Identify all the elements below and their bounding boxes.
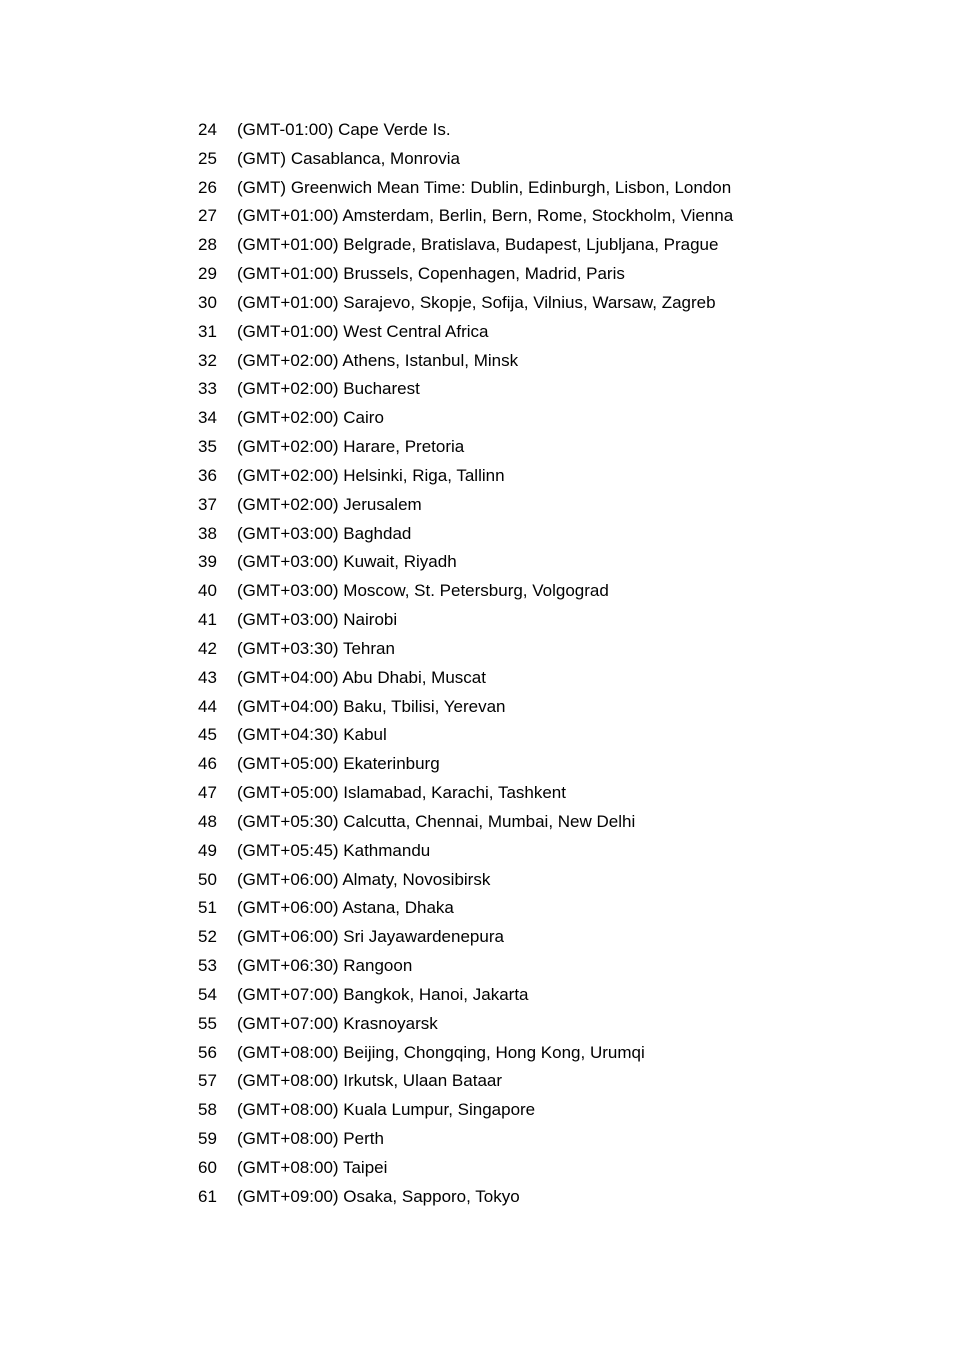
timezone-row — [198, 1039, 733, 1068]
row-number: 61 — [198, 1186, 217, 1206]
timezone-label: (GMT+03:00) Moscow, St. Petersburg, Volgograd — [237, 581, 609, 601]
row-number: 60 — [198, 1157, 217, 1177]
row-number: 25 — [198, 148, 217, 168]
timezone-label: (GMT+02:00) Helsinki, Riga, Tallinn — [237, 465, 505, 485]
timezone-row — [198, 548, 733, 577]
row-number: 24 — [198, 120, 217, 139]
timezone-row — [198, 635, 733, 664]
timezone-label: (GMT+03:30) Tehran — [237, 638, 395, 658]
row-number: 45 — [198, 725, 217, 745]
timezone-row — [198, 837, 733, 866]
timezone-label: (GMT+08:00) Kuala Lumpur, Singapore — [237, 1100, 536, 1120]
timezone-row — [198, 462, 733, 491]
row-number: 30 — [198, 292, 217, 312]
timezone-label: (GMT+03:00) Nairobi — [237, 610, 398, 630]
timezone-label: (GMT) Casablanca, Monrovia — [237, 148, 460, 168]
timezone-row — [198, 116, 733, 145]
timezone-label: (GMT-01:00) Cape Verde Is. — [237, 120, 451, 139]
timezone-label: (GMT+03:00) Baghdad — [237, 523, 412, 543]
timezone-label: (GMT+05:00) Islamabad, Karachi, Tashkent — [237, 783, 566, 803]
row-number: 35 — [198, 437, 217, 457]
timezone-row — [198, 577, 733, 606]
row-number: 34 — [198, 408, 217, 428]
timezone-row — [198, 750, 733, 779]
timezone-label: (GMT+02:00) Jerusalem — [237, 494, 422, 514]
row-number: 26 — [198, 177, 217, 197]
timezone-row — [198, 894, 733, 923]
timezone-label: (GMT+05:45) Kathmandu — [237, 840, 431, 860]
row-number: 42 — [198, 638, 217, 658]
timezone-row — [198, 952, 733, 981]
timezone-row — [198, 1010, 733, 1039]
row-number: 36 — [198, 465, 217, 485]
row-number: 50 — [198, 869, 217, 889]
timezone-label: (GMT+04:30) Kabul — [237, 725, 387, 745]
timezone-row — [198, 375, 733, 404]
timezone-label: (GMT+07:00) Krasnoyarsk — [237, 1013, 438, 1033]
timezone-label: (GMT+09:00) Osaka, Sapporo, Tokyo — [237, 1186, 520, 1206]
timezone-row — [198, 693, 733, 722]
row-number: 55 — [198, 1013, 217, 1033]
timezone-row — [198, 779, 733, 808]
timezone-row — [198, 1125, 733, 1154]
timezone-row — [198, 923, 733, 952]
timezone-list — [198, 116, 733, 1211]
timezone-row — [198, 145, 733, 174]
timezone-row — [198, 606, 733, 635]
timezone-row — [198, 981, 733, 1010]
timezone-label: (GMT+01:00) West Central Africa — [237, 321, 489, 341]
timezone-row — [198, 1183, 733, 1212]
timezone-label: (GMT+08:00) Perth — [237, 1128, 384, 1148]
timezone-label: (GMT+01:00) Amsterdam, Berlin, Bern, Rome, Stockholm, Vienna — [237, 206, 734, 226]
timezone-row — [198, 318, 733, 347]
timezone-label: (GMT+01:00) Sarajevo, Skopje, Sofija, Vilnius, Warsaw, Zagreb — [237, 292, 716, 312]
row-number: 33 — [198, 379, 217, 399]
timezone-row — [198, 1154, 733, 1183]
timezone-label: (GMT+01:00) Belgrade, Bratislava, Budapest, Ljubljana, Prague — [237, 235, 719, 255]
timezone-row — [198, 1067, 733, 1096]
timezone-row — [198, 347, 733, 376]
timezone-row — [198, 1096, 733, 1125]
timezone-label: (GMT+06:00) Astana, Dhaka — [237, 898, 454, 918]
row-number: 32 — [198, 350, 217, 370]
timezone-label: (GMT+08:00) Irkutsk, Ulaan Bataar — [237, 1071, 503, 1091]
timezone-row — [198, 664, 733, 693]
timezone-row — [198, 289, 733, 318]
timezone-label: (GMT+06:00) Sri Jayawardenepura — [237, 927, 504, 947]
row-number: 38 — [198, 523, 217, 543]
timezone-row — [198, 260, 733, 289]
timezone-label: (GMT+02:00) Athens, Istanbul, Minsk — [237, 350, 519, 370]
timezone-row — [198, 174, 733, 203]
timezone-row — [198, 491, 733, 520]
timezone-label: (GMT+06:00) Almaty, Novosibirsk — [237, 869, 491, 889]
row-number: 48 — [198, 811, 217, 831]
timezone-label: (GMT+04:00) Baku, Tbilisi, Yerevan — [237, 696, 506, 716]
timezone-label: (GMT+06:30) Rangoon — [237, 956, 413, 976]
row-number: 37 — [198, 494, 217, 514]
row-number: 39 — [198, 552, 217, 572]
timezone-row — [198, 721, 733, 750]
row-number: 47 — [198, 783, 217, 803]
timezone-label: (GMT) Greenwich Mean Time: Dublin, Edinburgh, Lisbon, London — [237, 177, 732, 197]
row-number: 58 — [198, 1100, 217, 1120]
timezone-label: (GMT+03:00) Kuwait, Riyadh — [237, 552, 457, 572]
timezone-row — [198, 404, 733, 433]
row-number: 49 — [198, 840, 217, 860]
row-number: 41 — [198, 610, 217, 630]
timezone-label: (GMT+01:00) Brussels, Copenhagen, Madrid, Paris — [237, 264, 625, 284]
timezone-label: (GMT+04:00) Abu Dhabi, Muscat — [237, 667, 486, 687]
row-number: 56 — [198, 1042, 217, 1062]
row-number: 59 — [198, 1128, 217, 1148]
timezone-label: (GMT+05:00) Ekaterinburg — [237, 754, 440, 774]
timezone-label: (GMT+05:30) Calcutta, Chennai, Mumbai, New Delhi — [237, 811, 636, 831]
row-number: 44 — [198, 696, 217, 716]
row-number: 40 — [198, 581, 217, 601]
row-number: 29 — [198, 264, 217, 284]
timezone-label: (GMT+08:00) Beijing, Chongqing, Hong Kong, Urumqi — [237, 1042, 645, 1062]
row-number: 57 — [198, 1071, 217, 1091]
row-number: 53 — [198, 956, 217, 976]
timezone-row — [198, 231, 733, 260]
timezone-label: (GMT+08:00) Taipei — [237, 1157, 388, 1177]
row-number: 51 — [198, 898, 217, 918]
row-number: 43 — [198, 667, 217, 687]
timezone-label: (GMT+07:00) Bangkok, Hanoi, Jakarta — [237, 984, 529, 1004]
row-number: 31 — [198, 321, 217, 341]
timezone-row — [198, 520, 733, 549]
row-number: 52 — [198, 927, 217, 947]
row-number: 28 — [198, 235, 217, 255]
timezone-label: (GMT+02:00) Harare, Pretoria — [237, 437, 465, 457]
timezone-row — [198, 808, 733, 837]
timezone-row — [198, 433, 733, 462]
row-number: 46 — [198, 754, 217, 774]
row-number: 54 — [198, 984, 217, 1004]
timezone-row — [198, 866, 733, 895]
timezone-label: (GMT+02:00) Bucharest — [237, 379, 420, 399]
timezone-label: (GMT+02:00) Cairo — [237, 408, 384, 428]
timezone-row — [198, 202, 733, 231]
row-number: 27 — [198, 206, 217, 226]
